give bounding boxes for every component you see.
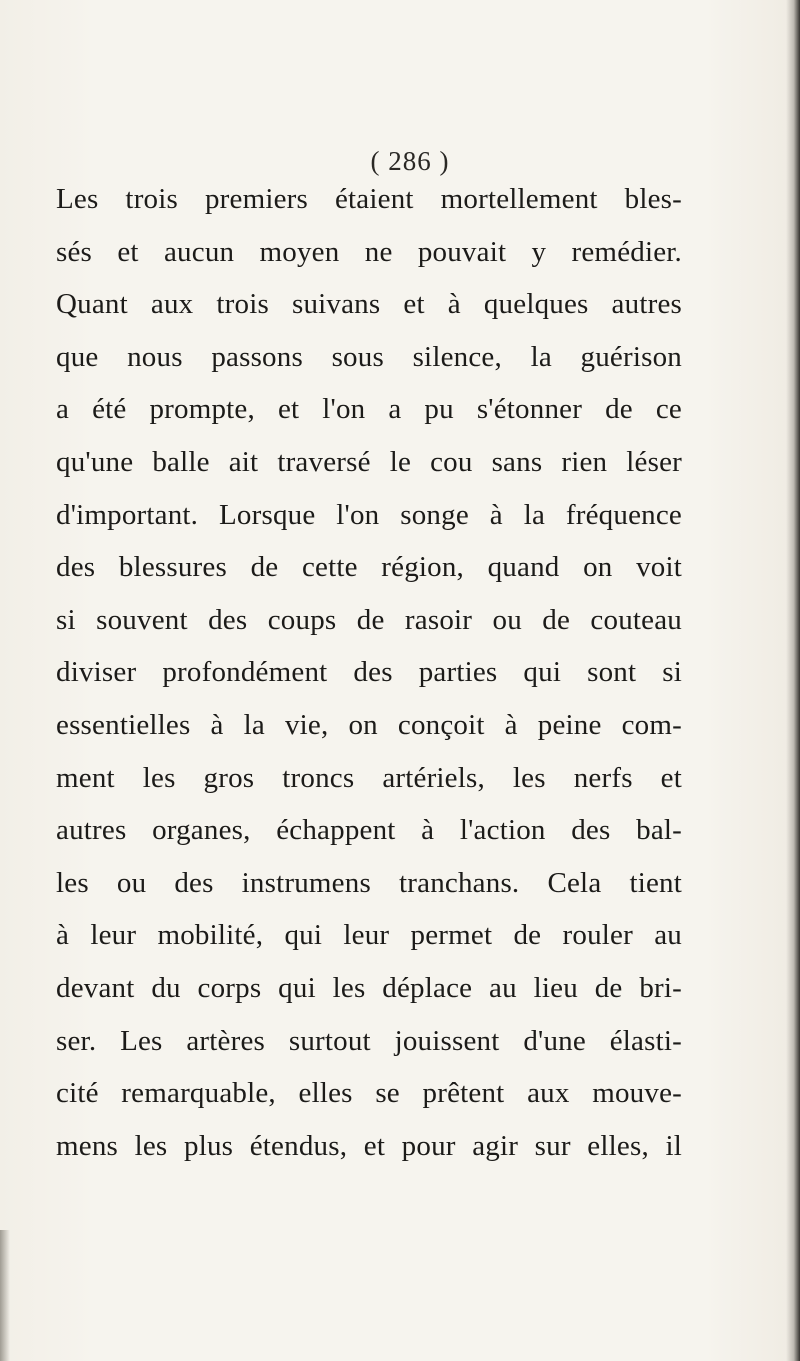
text-line: sés et aucun moyen ne pouvait y remédier. [56, 235, 682, 268]
body-text [56, 173, 682, 1172]
text-line: des blessures de cette région, quand on voit [56, 551, 682, 584]
text-line: à leur mobilité, qui leur permet de rouler au [56, 919, 682, 952]
text-line: devant du corps qui les déplace au lieu de bri- [56, 971, 682, 1004]
text-line: Les trois premiers étaient mortellement bles- [56, 183, 682, 215]
text-line: ser. Les artères surtout jouissent d'une élasti- [56, 1024, 682, 1057]
text-line: que nous passons sous silence, la guérison [56, 340, 682, 373]
text-line: ment les gros troncs artériels, les nerfs et [56, 761, 682, 794]
text-line: cité remarquable, elles se prêtent aux mouve- [56, 1077, 682, 1110]
text-line: Quant aux trois suivans et à quelques autres [56, 288, 682, 321]
text-line: les ou des instrumens tranchans. Cela tient [56, 866, 682, 899]
page-edge-shadow [786, 0, 800, 1361]
text-line: essentielles à la vie, on conçoit à peine com- [56, 708, 682, 741]
page-number: ( 286 ) [370, 146, 450, 176]
text-line: d'important. Lorsque l'on songe à la fréquence [56, 498, 682, 531]
text-line: si souvent des coups de rasoir ou de couteau [56, 603, 682, 636]
binding-shadow [0, 1230, 10, 1361]
text-line: a été prompte, et l'on a pu s'étonner de ce [56, 393, 682, 426]
text-line: diviser profondément des parties qui sont si [56, 656, 682, 689]
text-line: mens les plus étendus, et pour agir sur elles, il [56, 1129, 682, 1162]
text-line: autres organes, échappent à l'action des bal- [56, 814, 682, 847]
text-line: qu'une balle ait traversé le cou sans rien léser [56, 445, 682, 478]
